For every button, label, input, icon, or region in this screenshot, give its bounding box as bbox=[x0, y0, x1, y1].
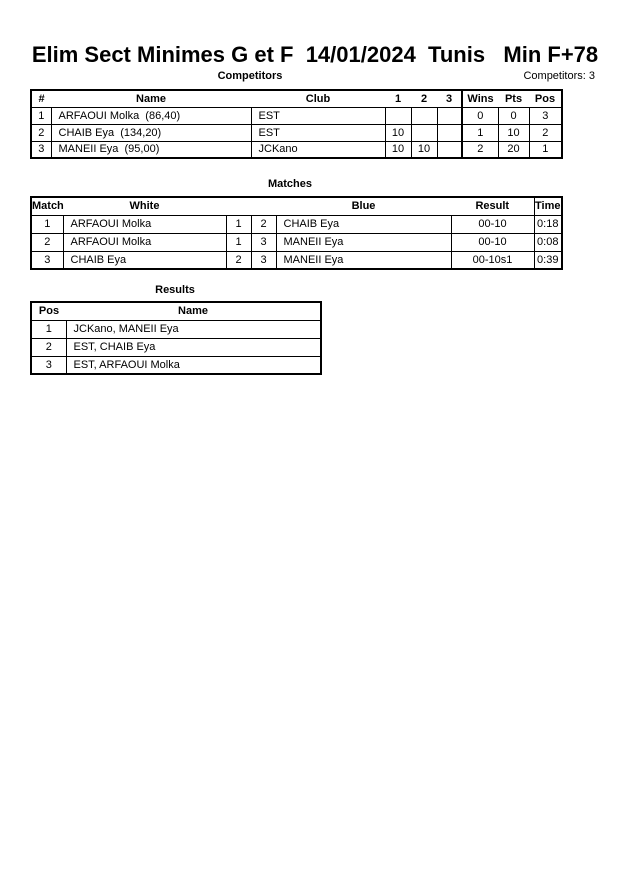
competitor-club: JCKano bbox=[251, 141, 385, 158]
competitor-name: ARFAOUI Molka (86,40) bbox=[51, 107, 251, 124]
match-number: 2 bbox=[31, 233, 63, 251]
result-row bbox=[31, 320, 321, 338]
header-round-3: 3 bbox=[437, 90, 462, 107]
result-name: JCKano, MANEII Eya bbox=[66, 320, 321, 338]
competitors-heading: Competitors bbox=[217, 70, 283, 82]
matches-heading: Matches bbox=[267, 178, 313, 190]
results-heading: Results bbox=[155, 284, 195, 296]
wins-value: 1 bbox=[462, 124, 498, 141]
match-time: 0:39 bbox=[534, 251, 562, 269]
white-competitor-number: 1 bbox=[226, 233, 251, 251]
header-blue-number bbox=[251, 197, 276, 215]
result-position: 2 bbox=[31, 338, 66, 356]
wins-value: 2 bbox=[462, 141, 498, 158]
competitor-name: CHAIB Eya (134,20) bbox=[51, 124, 251, 141]
competitors-row bbox=[31, 124, 562, 141]
match-time: 0:18 bbox=[534, 215, 562, 233]
competitor-name: MANEII Eya (95,00) bbox=[51, 141, 251, 158]
header-number: # bbox=[31, 90, 51, 107]
match-result: 00-10 bbox=[451, 233, 534, 251]
pos-value: 2 bbox=[529, 124, 562, 141]
match-result: 00-10s1 bbox=[451, 251, 534, 269]
match-number: 1 bbox=[31, 215, 63, 233]
match-result: 00-10 bbox=[451, 215, 534, 233]
matches-header-row bbox=[31, 197, 562, 215]
round-2-score bbox=[411, 124, 437, 141]
result-position: 3 bbox=[31, 356, 66, 374]
white-competitor: ARFAOUI Molka bbox=[63, 233, 226, 251]
results-header-row bbox=[31, 302, 321, 320]
round-2-score: 10 bbox=[411, 141, 437, 158]
competitors-count: Competitors: 3 bbox=[523, 70, 595, 82]
competitor-number: 3 bbox=[31, 141, 51, 158]
matches-table bbox=[30, 196, 563, 270]
results-table bbox=[30, 301, 322, 375]
header-pos: Pos bbox=[31, 302, 66, 320]
header-pos: Pos bbox=[529, 90, 562, 107]
competitor-club: EST bbox=[251, 107, 385, 124]
round-1-score: 10 bbox=[385, 124, 411, 141]
header-round-2: 2 bbox=[411, 90, 437, 107]
white-competitor-number: 1 bbox=[226, 215, 251, 233]
header-white-number bbox=[226, 197, 251, 215]
competitors-row bbox=[31, 141, 562, 158]
pts-value: 10 bbox=[498, 124, 529, 141]
match-row bbox=[31, 233, 562, 251]
document-title: Elim Sect Minimes G et F 14/01/2024 Tunis Min F+78 bbox=[31, 42, 599, 67]
competitors-table bbox=[30, 89, 563, 159]
round-3-score bbox=[437, 141, 462, 158]
blue-competitor-number: 3 bbox=[251, 233, 276, 251]
white-competitor: CHAIB Eya bbox=[63, 251, 226, 269]
round-1-score bbox=[385, 107, 411, 124]
pos-value: 1 bbox=[529, 141, 562, 158]
blue-competitor-number: 3 bbox=[251, 251, 276, 269]
header-round-1: 1 bbox=[385, 90, 411, 107]
result-row bbox=[31, 356, 321, 374]
header-pts: Pts bbox=[498, 90, 529, 107]
round-3-score bbox=[437, 107, 462, 124]
white-competitor-number: 2 bbox=[226, 251, 251, 269]
competitor-club: EST bbox=[251, 124, 385, 141]
header-blue: Blue bbox=[276, 197, 451, 215]
header-wins: Wins bbox=[462, 90, 498, 107]
round-2-score bbox=[411, 107, 437, 124]
round-1-score: 10 bbox=[385, 141, 411, 158]
blue-competitor: MANEII Eya bbox=[276, 251, 451, 269]
result-name: EST, ARFAOUI Molka bbox=[66, 356, 321, 374]
result-name: EST, CHAIB Eya bbox=[66, 338, 321, 356]
header-time: Time bbox=[534, 197, 562, 215]
match-number: 3 bbox=[31, 251, 63, 269]
header-white: White bbox=[63, 197, 226, 215]
result-position: 1 bbox=[31, 320, 66, 338]
header-club: Club bbox=[251, 90, 385, 107]
wins-value: 0 bbox=[462, 107, 498, 124]
competitor-number: 2 bbox=[31, 124, 51, 141]
competitors-header-row bbox=[31, 90, 562, 107]
blue-competitor: MANEII Eya bbox=[276, 233, 451, 251]
result-row bbox=[31, 338, 321, 356]
pos-value: 3 bbox=[529, 107, 562, 124]
round-3-score bbox=[437, 124, 462, 141]
competitors-row bbox=[31, 107, 562, 124]
white-competitor: ARFAOUI Molka bbox=[63, 215, 226, 233]
match-row bbox=[31, 251, 562, 269]
pts-value: 20 bbox=[498, 141, 529, 158]
pts-value: 0 bbox=[498, 107, 529, 124]
header-result: Result bbox=[451, 197, 534, 215]
header-name: Name bbox=[51, 90, 251, 107]
header-match: Match bbox=[31, 197, 63, 215]
competitor-number: 1 bbox=[31, 107, 51, 124]
match-row bbox=[31, 215, 562, 233]
header-name: Name bbox=[66, 302, 321, 320]
match-time: 0:08 bbox=[534, 233, 562, 251]
blue-competitor-number: 2 bbox=[251, 215, 276, 233]
blue-competitor: CHAIB Eya bbox=[276, 215, 451, 233]
